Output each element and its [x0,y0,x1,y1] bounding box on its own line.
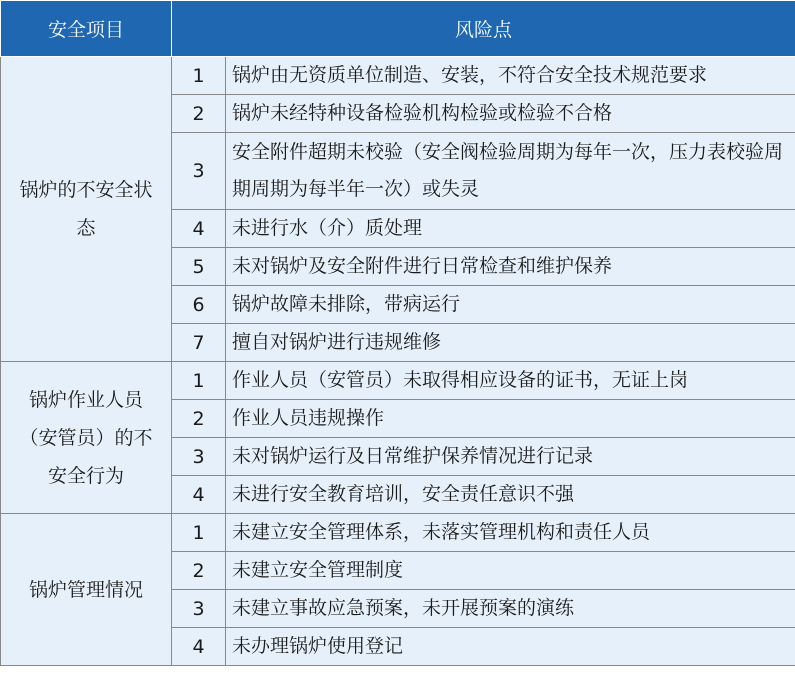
table-row [1,514,795,552]
risk-text: 未办理锅炉使用登记 [226,628,795,666]
table-row [1,57,795,95]
category-cell [1,57,172,362]
risk-text: 未进行安全教育培训，安全责任意识不强 [226,476,795,514]
category-cell [1,514,172,666]
risk-text: 未建立安全管理制度 [226,552,795,590]
risk-text: 未建立事故应急预案，未开展预案的演练 [226,590,795,628]
row-number: 2 [172,400,226,438]
risk-text: 锅炉由无资质单位制造、安装，不符合安全技术规范要求 [226,57,795,95]
row-number: 3 [172,590,226,628]
row-number: 4 [172,476,226,514]
header-risk-point: 风险点 [172,1,795,57]
row-number: 4 [172,210,226,248]
table-row [1,362,795,400]
row-number: 2 [172,95,226,133]
row-number: 1 [172,514,226,552]
category-cell [1,362,172,514]
row-number: 6 [172,286,226,324]
risk-text: 锅炉故障未排除，带病运行 [226,286,795,324]
risk-text: 未进行水（介）质处理 [226,210,795,248]
category-label: 锅炉作业人员（安管员）的不安全行为 [19,388,153,487]
risk-text: 未建立安全管理体系，未落实管理机构和责任人员 [226,514,795,552]
risk-text: 未对锅炉运行及日常维护保养情况进行记录 [226,438,795,476]
header-safety-item: 安全项目 [1,1,172,57]
category-label: 锅炉管理情况 [28,578,143,601]
risk-text: 擅自对锅炉进行违规维修 [226,324,795,362]
risk-text: 锅炉未经特种设备检验机构检验或检验不合格 [226,95,795,133]
row-number: 4 [172,628,226,666]
header-row [1,1,795,57]
risk-text: 作业人员（安管员）未取得相应设备的证书，无证上岗 [226,362,795,400]
row-number: 3 [172,438,226,476]
risk-text: 作业人员违规操作 [226,400,795,438]
row-number: 5 [172,248,226,286]
row-number: 2 [172,552,226,590]
row-number: 7 [172,324,226,362]
risk-text: 未对锅炉及安全附件进行日常检查和维护保养 [226,248,795,286]
category-label: 锅炉的不安全状态 [19,179,153,239]
row-number: 1 [172,362,226,400]
row-number: 1 [172,57,226,95]
row-number: 3 [172,133,226,210]
risk-text: 安全附件超期未校验（安全阀检验周期为每年一次，压力表校验周期周期为每半年一次）或失灵 [226,133,795,210]
